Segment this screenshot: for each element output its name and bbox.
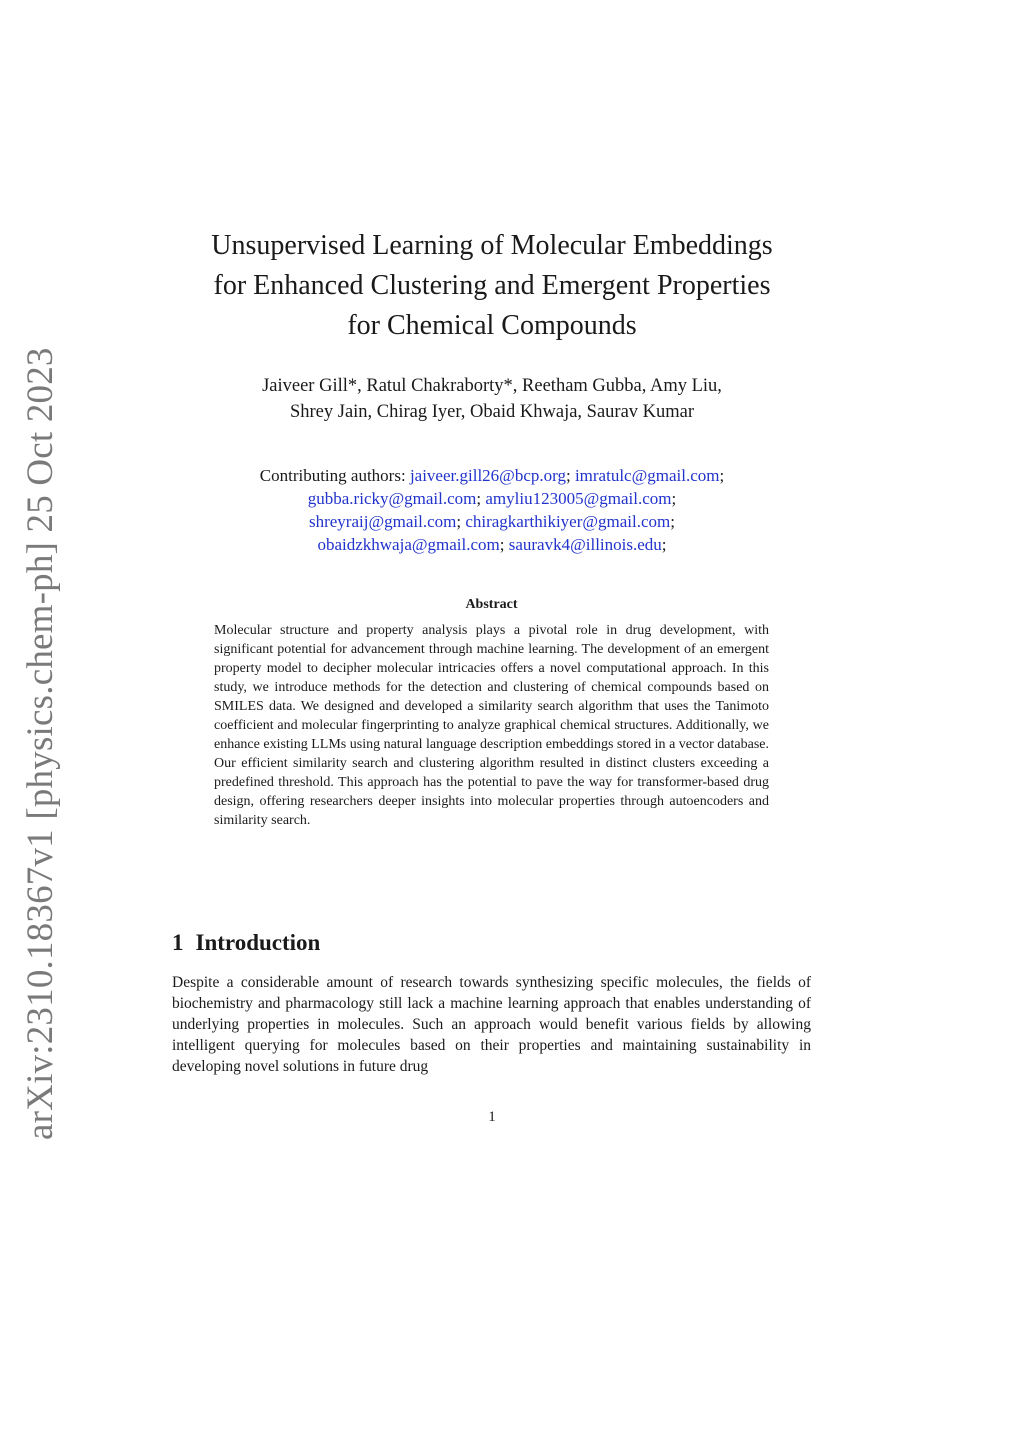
section-title: Introduction — [195, 930, 321, 955]
contrib-line: gubba.ricky@gmail.com; amyliu123005@gmail.com; — [307, 489, 677, 508]
page-number: 1 — [488, 1109, 496, 1125]
email-link[interactable]: shreyraij@gmail.com — [308, 512, 457, 531]
author-line: Jaiveer Gill*, Ratul Chakraborty*, Reetham Gubba, Amy Liu, — [262, 376, 722, 396]
title-line: Unsupervised Learning of Molecular Embeddings — [211, 230, 773, 261]
email-link[interactable]: sauravk4@illinois.edu — [508, 535, 662, 554]
contrib-label: Contributing authors: — [259, 466, 410, 485]
email-link[interactable]: chiragkarthikiyer@gmail.com — [465, 512, 671, 531]
email-link[interactable]: amyliu123005@gmail.com — [485, 489, 672, 508]
email-link[interactable]: gubba.ricky@gmail.com — [307, 489, 477, 508]
paper-title — [150, 226, 834, 346]
title-line: for Chemical Compounds — [347, 310, 637, 341]
author-list — [150, 373, 834, 425]
arxiv-identifier-stamp: arXiv:2310.18367v1 [physics.chem-ph] 25 Oct 2023 — [20, 347, 61, 1140]
email-link[interactable]: obaidzkhwaja@gmail.com — [317, 535, 500, 554]
contrib-line: Contributing authors: jaiveer.gill26@bcp.org; imratulc@gmail.com; — [259, 466, 725, 485]
contributing-authors — [150, 464, 834, 556]
section-heading — [172, 928, 320, 958]
title-line: for Enhanced Clustering and Emergent Properties — [213, 270, 771, 301]
abstract-body: Molecular structure and property analysis plays a pivotal role in drug development, with significant potential for advancement through machine learning. The development of an emergent property model to decipher molecular intricacies offers a novel computational approach. In this study, we introduce methods for the detection and clustering of chemical compounds based on SMILES data. We designed and developed a similarity search algorithm that uses the Tanimoto coefficient and molecular fingerprinting to analyze graphical chemical structures. Additionally, we enhance existing LLMs using natural language description embeddings stored in a vector database. Our efficient similarity search and clustering algorithm resulted in distinct clusters exceeding a predefined threshold. This approach has the potential to pave the way for transformer-based drug design, offering researchers deeper insights into molecular properties through autoencoders and similarity search. — [214, 623, 769, 828]
author-line: Shrey Jain, Chirag Iyer, Obaid Khwaja, Saurav Kumar — [289, 402, 695, 422]
contrib-line: obaidzkhwaja@gmail.com; sauravk4@illinois.edu; — [317, 535, 667, 554]
introduction-body: Despite a considerable amount of research towards synthesizing specific molecules, the fields of biochemistry and pharmacology still lack a machine learning approach that enables understanding of underlying properties in molecules. Such an approach would benefit various fields by allowing intelligent querying for molecules based on their properties and maintaining sustainability in developing novel solutions in future drug — [172, 974, 811, 1075]
email-link[interactable]: imratulc@gmail.com — [574, 466, 720, 485]
contrib-line: shreyraij@gmail.com; chiragkarthikiyer@gmail.com; — [308, 512, 676, 531]
email-link[interactable]: jaiveer.gill26@bcp.org — [409, 466, 566, 485]
abstract-heading: Abstract — [465, 597, 518, 612]
section-number: 1 — [172, 930, 184, 955]
